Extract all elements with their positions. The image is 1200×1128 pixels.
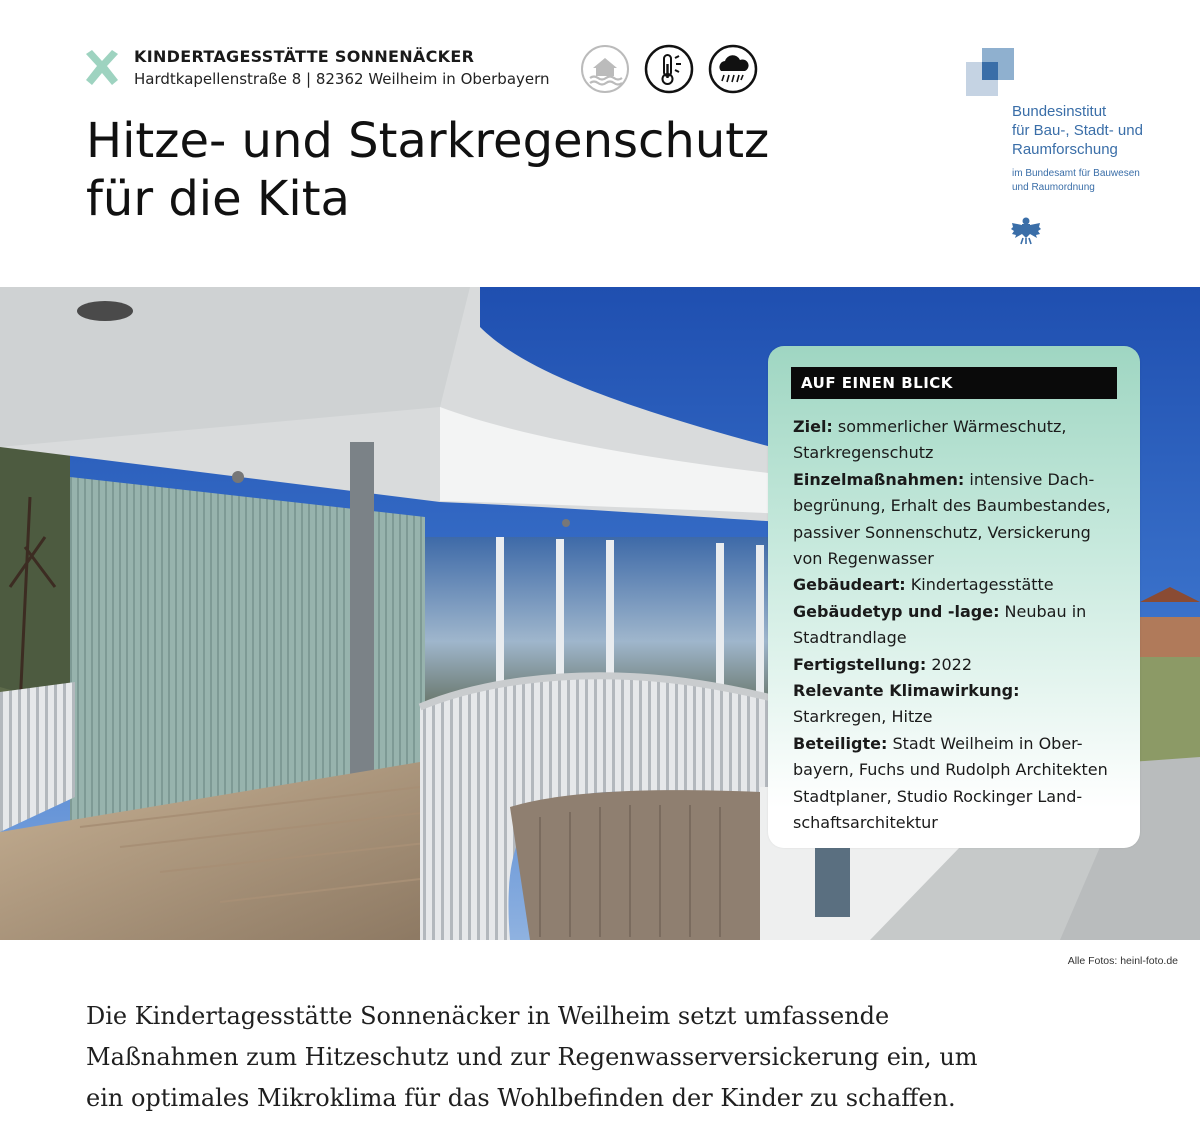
intro-line-1: Die Kindertagesstätte Sonnenäcker in Weilheim setzt umfassende [86,1002,890,1030]
info-text: Stadt Weilheim in Ober- [887,733,1083,753]
title-line-1: Hitze- und Starkregenschutz [86,113,770,169]
info-line [793,520,1123,546]
info-line [793,599,1123,625]
info-line [793,810,1123,836]
title-line-2: für die Kita [86,171,350,227]
info-line [793,493,1123,519]
info-box [768,346,1140,848]
intro-line-3: ein optimales Mikroklima für das Wohlbefinden der Kinder zu schaffen. [86,1084,956,1112]
info-text: begrünung, Erhalt des Baumbestandes, [793,496,1111,516]
info-text: Stadtrandlage [793,628,907,648]
federal-eagle-icon [1010,214,1042,246]
institution-line-2: für Bau-, Stadt- und [1012,122,1143,139]
info-line [793,625,1123,651]
info-text: Starkregen, Hitze [793,707,933,727]
institution-line-3: Raumforschung [1012,141,1118,158]
info-label: Beteiligte: [793,733,888,753]
info-text: Kindertagesstätte [905,575,1054,595]
info-text: schaftsarchitektur [793,813,938,833]
info-text: passiver Sonnenschutz, Versickerung [793,522,1091,542]
info-label: Gebäudetyp und -lage: [793,601,1000,621]
heat-thermometer-icon [644,44,694,94]
info-text: sommerlicher Wärmeschutz, [832,417,1067,436]
info-label: Gebäudeart: [793,575,906,595]
info-label: Relevante Klimawirkung: [793,681,1020,701]
info-text: Starkregenschutz [793,443,934,463]
info-label: Einzelmaßnahmen: [793,469,965,489]
org-name: KINDERTAGESSTÄTTE SONNENÄCKER [134,47,475,66]
info-line [793,440,1123,466]
intro-paragraph [86,996,1146,1119]
info-line [793,652,1123,678]
flood-house-icon [580,44,630,94]
info-line [793,784,1123,810]
bbsr-logo-icon [966,48,1014,96]
info-text: Neubau in [999,601,1087,621]
institution-line-1: Bundesinstitut [1012,103,1107,120]
info-line [793,678,1123,704]
info-line [793,546,1123,572]
info-text: intensive Dach- [964,469,1095,489]
info-line [793,572,1123,598]
info-line [793,731,1123,757]
info-line [793,414,1123,440]
page-title [86,112,769,228]
info-label: Fertigstellung: [793,654,927,674]
info-box-body [793,414,1123,837]
info-line [793,704,1123,730]
info-box-header: AUF EINEN BLICK [791,367,1117,399]
org-address: Hardtkapellenstraße 8 | 82362 Weilheim in Oberbayern [134,70,550,88]
institution-sub-2: und Raumordnung [1012,182,1095,193]
info-line [793,757,1123,783]
institution-sub-1: im Bundesamt für Bauwesen [1012,168,1140,179]
institution-name [1012,102,1192,195]
info-text: 2022 [926,654,973,674]
info-label: Ziel: [793,417,833,436]
info-text: bayern, Fuchs und Rudolph Architekten [793,760,1108,780]
photo-credit: Alle Fotos: heinl-foto.de [1067,955,1178,967]
info-text: von Regenwasser [793,549,934,569]
info-line [793,467,1123,493]
intro-line-2: Maßnahmen zum Hitzeschutz und zur Regenwasserversickerung ein, um [86,1043,978,1071]
info-text: Stadtplaner, Studio Rockinger Land- [793,786,1083,806]
cross-mark-icon [82,48,122,88]
heavy-rain-cloud-icon [708,44,758,94]
